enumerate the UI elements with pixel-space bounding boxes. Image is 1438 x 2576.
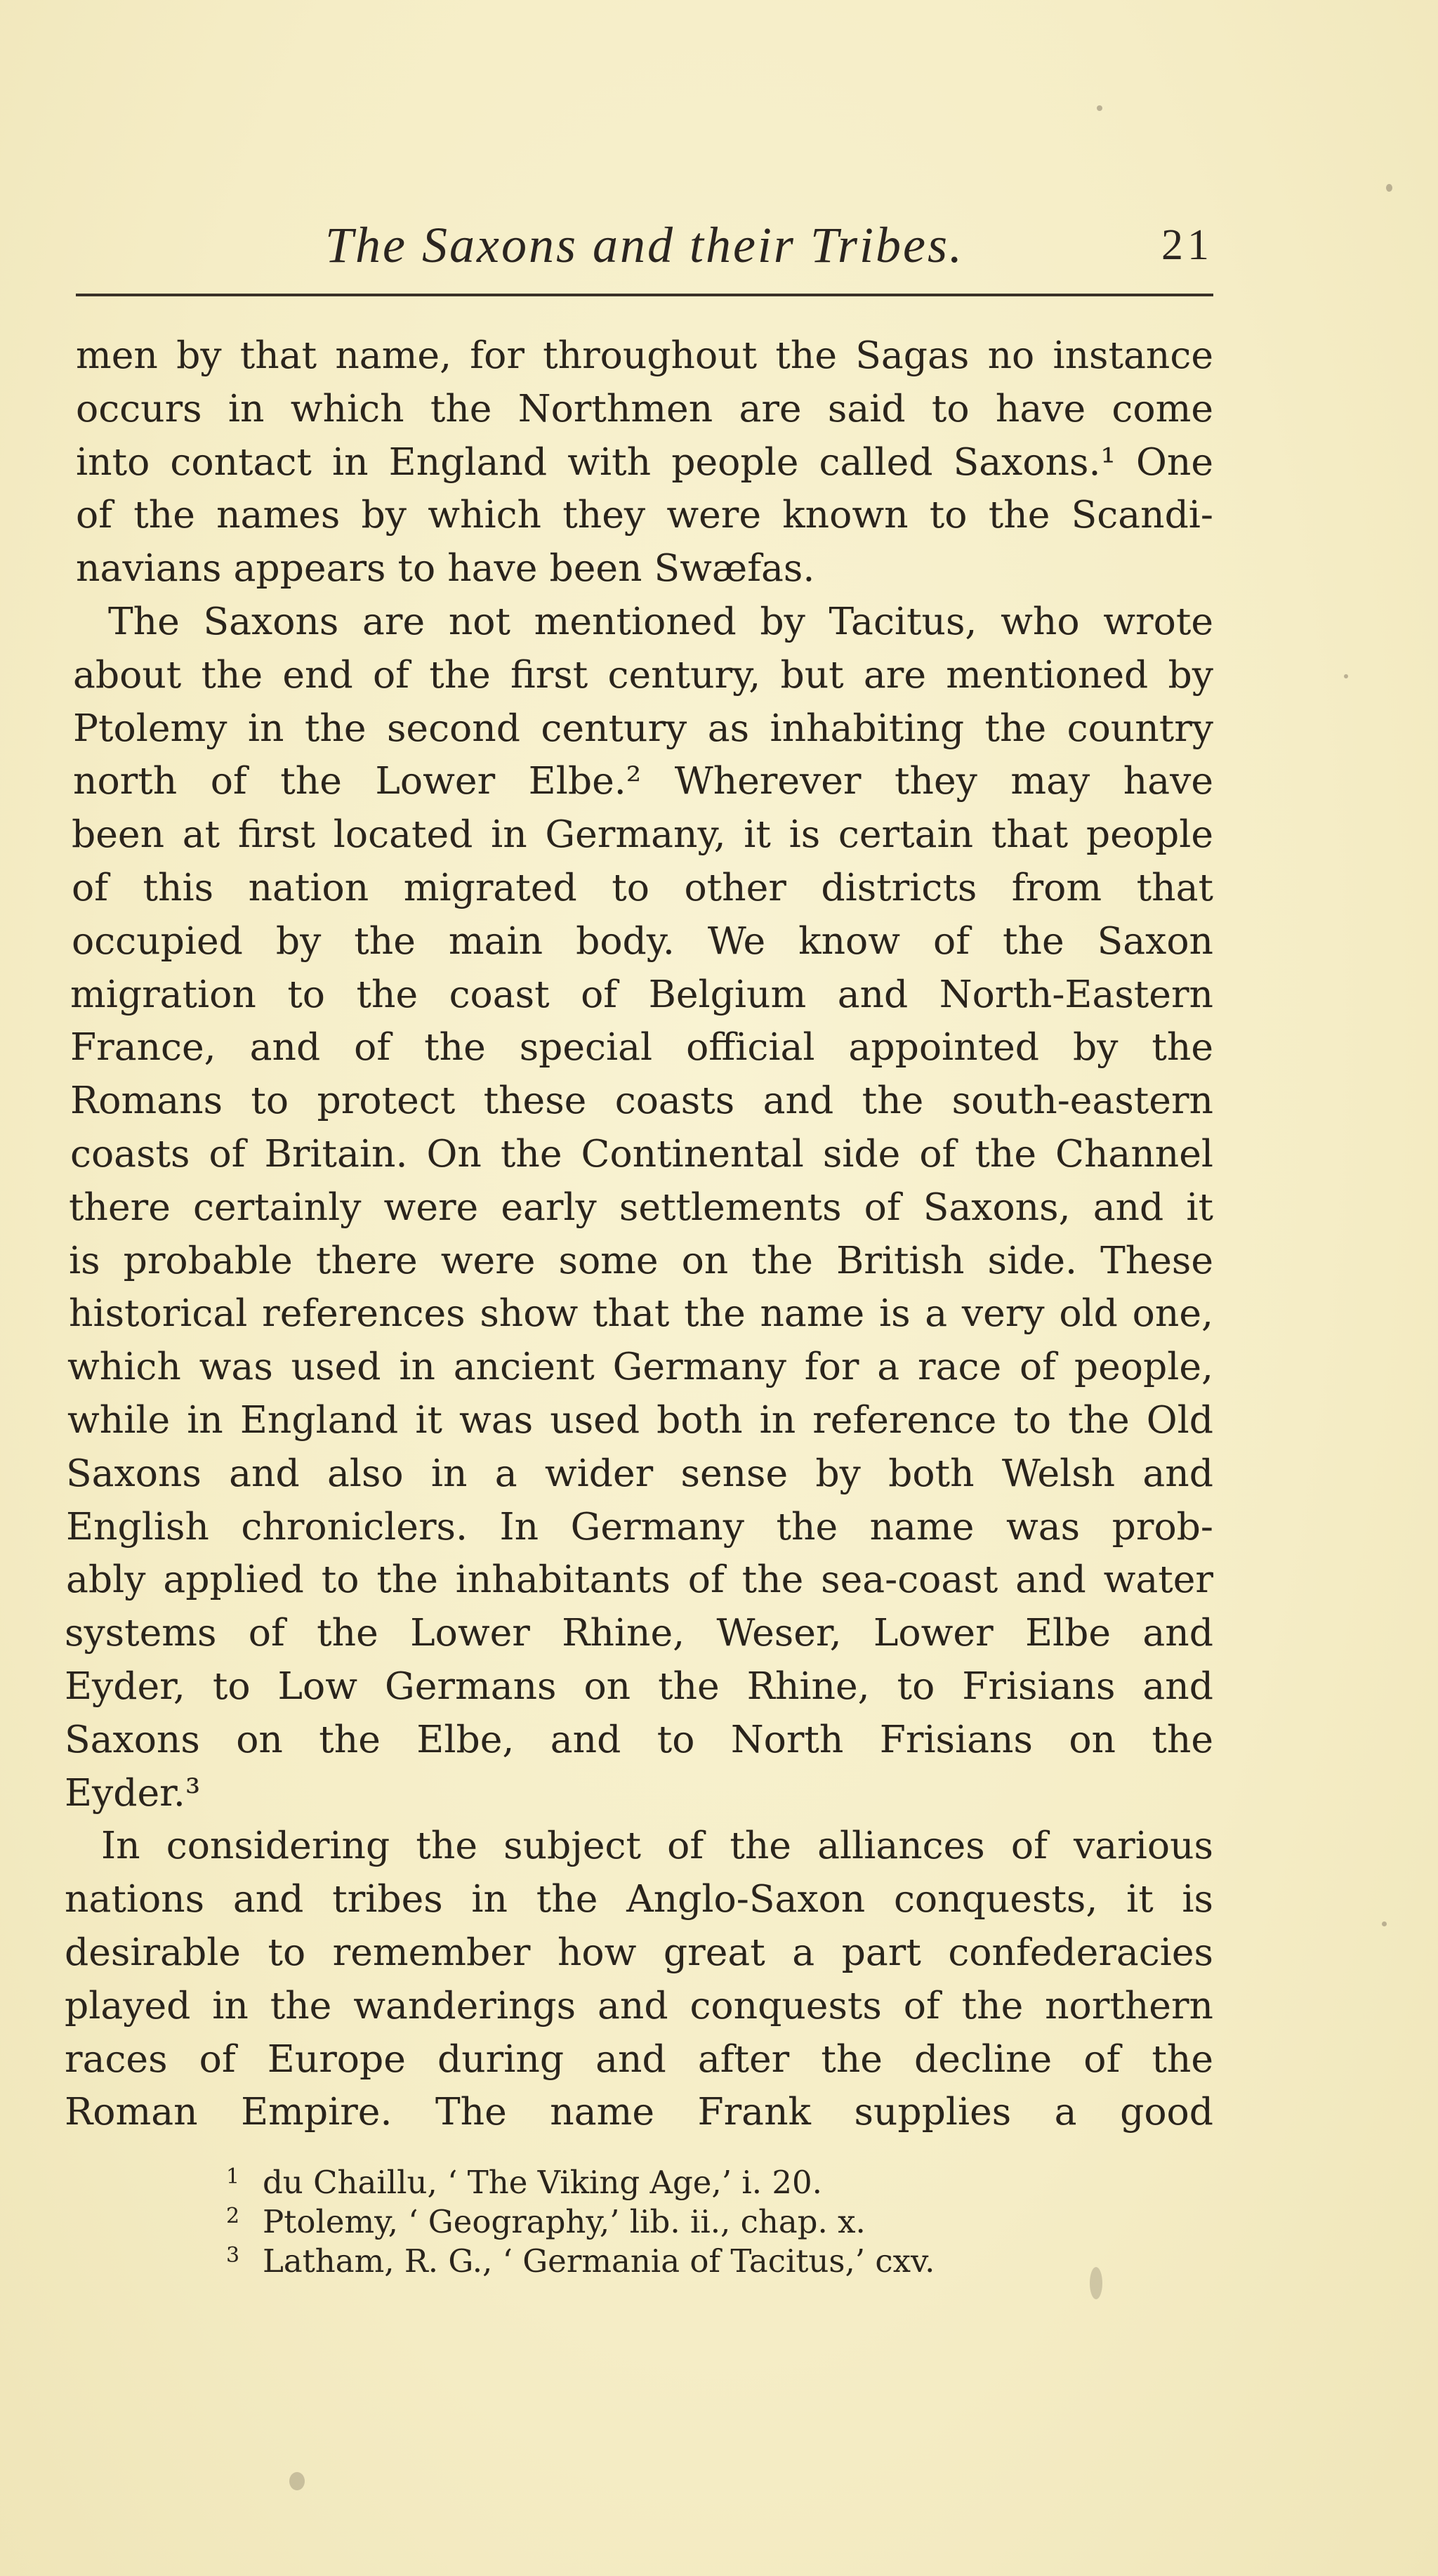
text-line: about the end of the first century, but are mentioned by [73, 652, 1213, 697]
text-line: into contact in England with people called Saxons.¹ One [76, 439, 1213, 484]
text-line: navians appears to have been Swæfas. [76, 546, 815, 591]
text-line: men by that name, for throughout the Sagas no instance [76, 333, 1213, 377]
body-text [65, 329, 1213, 2138]
text-line: is probable there were some on the British side. These [69, 1237, 1213, 1282]
text-line: nations and tribes in the Anglo-Saxon conquests, it is [65, 1877, 1213, 1921]
page-number: 21 [1161, 221, 1213, 269]
paper-speck [1344, 674, 1348, 678]
text-line: France, and of the special official appointed by the [70, 1025, 1213, 1070]
paragraph-first-line: The Saxons are not mentioned by Tacitus, who wrote [108, 598, 1213, 643]
text-line: coasts of Britain. On the Continental side of the Channel [70, 1131, 1213, 1176]
footnote-marker: 1 [226, 2164, 240, 2189]
footnote-text: Ptolemy, ‘ Geography,’ lib. ii., chap. x. [263, 2203, 866, 2240]
text-line: systems of the Lower Rhine, Weser, Lower Elbe and [65, 1610, 1213, 1655]
text-line: desirable to remember how great a part confederacies [65, 1929, 1213, 1974]
text-line: been at first located in Germany, it is certain that people [72, 812, 1213, 857]
paper-speck [1097, 105, 1102, 111]
text-line: Roman Empire. The name Frank supplies a good [65, 2089, 1213, 2134]
paper-speck [1382, 1921, 1387, 1926]
text-line: Eyder.³ [65, 1770, 201, 1815]
text-line: of the names by which they were known to the Scandi- [76, 492, 1213, 537]
footnotes [226, 2157, 1139, 2280]
footnote [226, 2157, 1139, 2201]
paper-speck [1386, 184, 1392, 192]
paper-speck [1090, 2267, 1102, 2299]
running-title: The Saxons and their Tribes. [324, 217, 965, 273]
text-line: migration to the coast of Belgium and North-Eastern [70, 971, 1213, 1016]
text-line: occupied by the main body. We know of the Saxon [72, 918, 1213, 963]
text-line: there certainly were early settlements of Saxons, and it [69, 1184, 1213, 1229]
text-line: Ptolemy in the second century as inhabiting the country [73, 705, 1213, 750]
text-line: which was used in ancient Germany for a race of people, [67, 1344, 1213, 1389]
footnote-marker: 2 [226, 2204, 240, 2228]
text-line: English chroniclers. In Germany the name was prob- [66, 1504, 1213, 1549]
text-line: historical references show that the name is a very old one, [69, 1291, 1213, 1336]
text-line: Saxons and also in a wider sense by both Welsh and [66, 1450, 1213, 1495]
text-line: Eyder, to Low Germans on the Rhine, to Frisians and [65, 1663, 1213, 1708]
text-line: ably applied to the inhabitants of the sea-coast and water [66, 1557, 1213, 1602]
text-line: of this nation migrated to other districts from that [72, 865, 1213, 909]
running-head [76, 211, 1213, 281]
text-line: Romans to protect these coasts and the south-eastern [70, 1078, 1213, 1123]
footnote-text: Latham, R. G., ‘ Germania of Tacitus,’ cxv. [263, 2242, 935, 2280]
text-line: races of Europe during and after the decline of the [65, 2036, 1213, 2081]
header-rule [76, 294, 1213, 296]
footnote-text: du Chaillu, ‘ The Viking Age,’ i. 20. [263, 2164, 822, 2201]
text-line: north of the Lower Elbe.² Wherever they may have [73, 758, 1213, 803]
text-line: while in England it was used both in reference to the Old [67, 1397, 1213, 1442]
paragraph-first-line: In considering the subject of the alliances of various [101, 1823, 1213, 1868]
footnote [226, 2197, 1139, 2240]
footnote-marker: 3 [226, 2243, 240, 2268]
footnote [226, 2236, 1139, 2280]
text-line: Saxons on the Elbe, and to North Frisians on the [65, 1716, 1213, 1761]
text-line: occurs in which the Northmen are said to have come [76, 386, 1213, 431]
paper-speck [289, 2472, 305, 2490]
text-line: played in the wanderings and conquests of the northern [65, 1983, 1213, 2028]
